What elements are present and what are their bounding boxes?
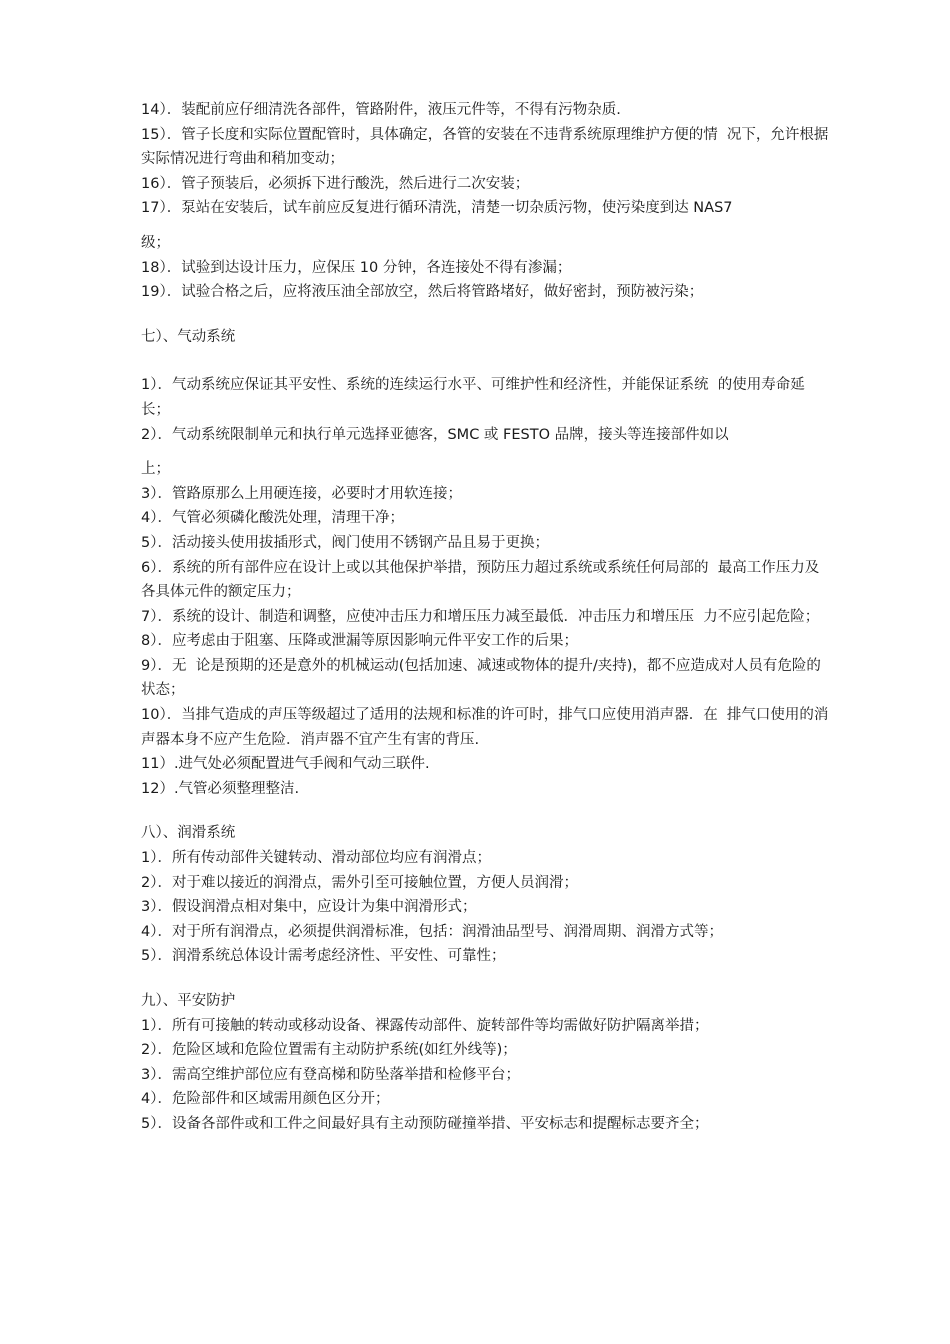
list-item: 5）．润滑系统总体设计需考虑经济性、平安性、可靠性； — [141, 948, 506, 965]
spacer — [141, 221, 831, 231]
list-item: 上； — [141, 461, 170, 478]
list-item: 2）．危险区域和危险位置需有主动防护系统(如红外线等)； — [141, 1042, 517, 1059]
safety-section — [141, 989, 831, 1137]
list-item: 3）．需高空维护部位应有登高梯和防坠落举措和检修平台； — [141, 1066, 520, 1083]
list-item: 4）．对于所有润滑点，必须提供润滑标准，包括：润滑油品型号、润滑周期、润滑方式等； — [141, 923, 723, 940]
list-item: 6）．系统的所有部件应在设计上或以其他保护举措，预防压力超过系统或系统任何局部的 最高工作压力及各具体元件的额定压力； — [141, 559, 820, 601]
list-item: 4）．危险部件和区域需用颜色区分开； — [141, 1091, 390, 1108]
list-item: 4）．气管必须磷化酸洗处理，清理干净； — [141, 510, 404, 527]
spacer — [141, 969, 831, 989]
list-item: 9）．无 论是预期的还是意外的机械运动(包括加速、减速或物体的提升/夹持)，都不应造成对人员有危险的状态； — [141, 657, 821, 699]
spacer — [141, 305, 831, 325]
list-item: 17）．泵站在安装后，试车前应反复进行循环清洗，清楚一切杂质污物，使污染度到达 NAS7 — [141, 200, 733, 217]
list-item: 1）．气动系统应保证其平安性、系统的连续运行水平、可维护性和经济性，并能保证系统 的使用寿命延长； — [141, 377, 805, 418]
list-item: 7）．系统的设计、制造和调整，应使冲击压力和增压压力减至最低．冲击压力和增压压 力不应引起危险； — [141, 608, 820, 625]
list-item: 1）．所有传动部件关键转动、滑动部位均应有润滑点； — [141, 850, 491, 867]
list-item: 3）．假设润滑点相对集中，应设计为集中润滑形式； — [141, 899, 477, 916]
list-item: 8）．应考虑由于阻塞、压降或泄漏等原因影响元件平安工作的后果； — [141, 633, 578, 650]
spacer — [141, 801, 831, 821]
list-item: 15）．管子长度和实际位置配管时，具体确定，各管的安装在不违背系统原理维护方便的情 况下，允许根据实际情况进行弯曲和稍加变动； — [141, 126, 829, 168]
list-item: 16）．管子预装后，必须拆下进行酸洗，然后进行二次安装； — [141, 175, 530, 192]
section-heading-pneumatic: 七）、气动系统 — [141, 328, 236, 345]
list-item: 5）．活动接头使用拔插形式，阀门使用不锈钢产品且易于更换； — [141, 534, 549, 551]
list-item: 19）．试验合格之后，应将液压油全部放空，然后将管路堵好，做好密封，预防被污染； — [141, 284, 704, 301]
list-item: 18）．试验到达设计压力，应保压 10 分钟，各连接处不得有渗漏； — [141, 259, 572, 276]
document-page — [141, 98, 831, 1137]
list-item: 5）．设备各部件或和工件之间最好具有主动预防碰撞举措、平安标志和提醒标志要齐全； — [141, 1115, 709, 1132]
list-item: 10）．当排气造成的声压等级超过了适用的法规和标准的许可时，排气口应使用消声器．在 排气口使用的消声器本身不应产生危险．消声器不宜产生有害的背压. — [141, 707, 829, 748]
list-item: 11）.进气处必须配置进气手阀和气动三联件. — [141, 756, 430, 773]
list-item: 1）．所有可接触的转动或移动设备、裸露传动部件、旋转部件等均需做好防护隔离举措； — [141, 1017, 709, 1034]
list-item: 2）．气动系统限制单元和执行单元选择亚德客，SMC 或 FESTO 品牌，接头等连接部件如以 — [141, 426, 729, 443]
list-item: 12）.气管必须整理整洁. — [141, 780, 300, 797]
spacer — [141, 447, 831, 457]
pneumatic-section — [141, 325, 831, 802]
section-heading-lubrication: 八）、润滑系统 — [141, 825, 236, 842]
list-item: 3）．管路原那么上用硬连接，必要时才用软连接； — [141, 485, 462, 502]
list-item: 2）．对于难以接近的润滑点，需外引至可接触位置，方便人员润滑； — [141, 874, 578, 891]
lubrication-section — [141, 821, 831, 969]
list-item: 14）．装配前应仔细清洗各部件，管路附件，液压元件等，不得有污物杂质. — [141, 102, 621, 118]
section-heading-safety: 九）、平安防护 — [141, 993, 236, 1009]
hydraulic-section-continued — [141, 98, 831, 305]
list-item: 级； — [141, 234, 170, 251]
spacer — [141, 349, 831, 373]
